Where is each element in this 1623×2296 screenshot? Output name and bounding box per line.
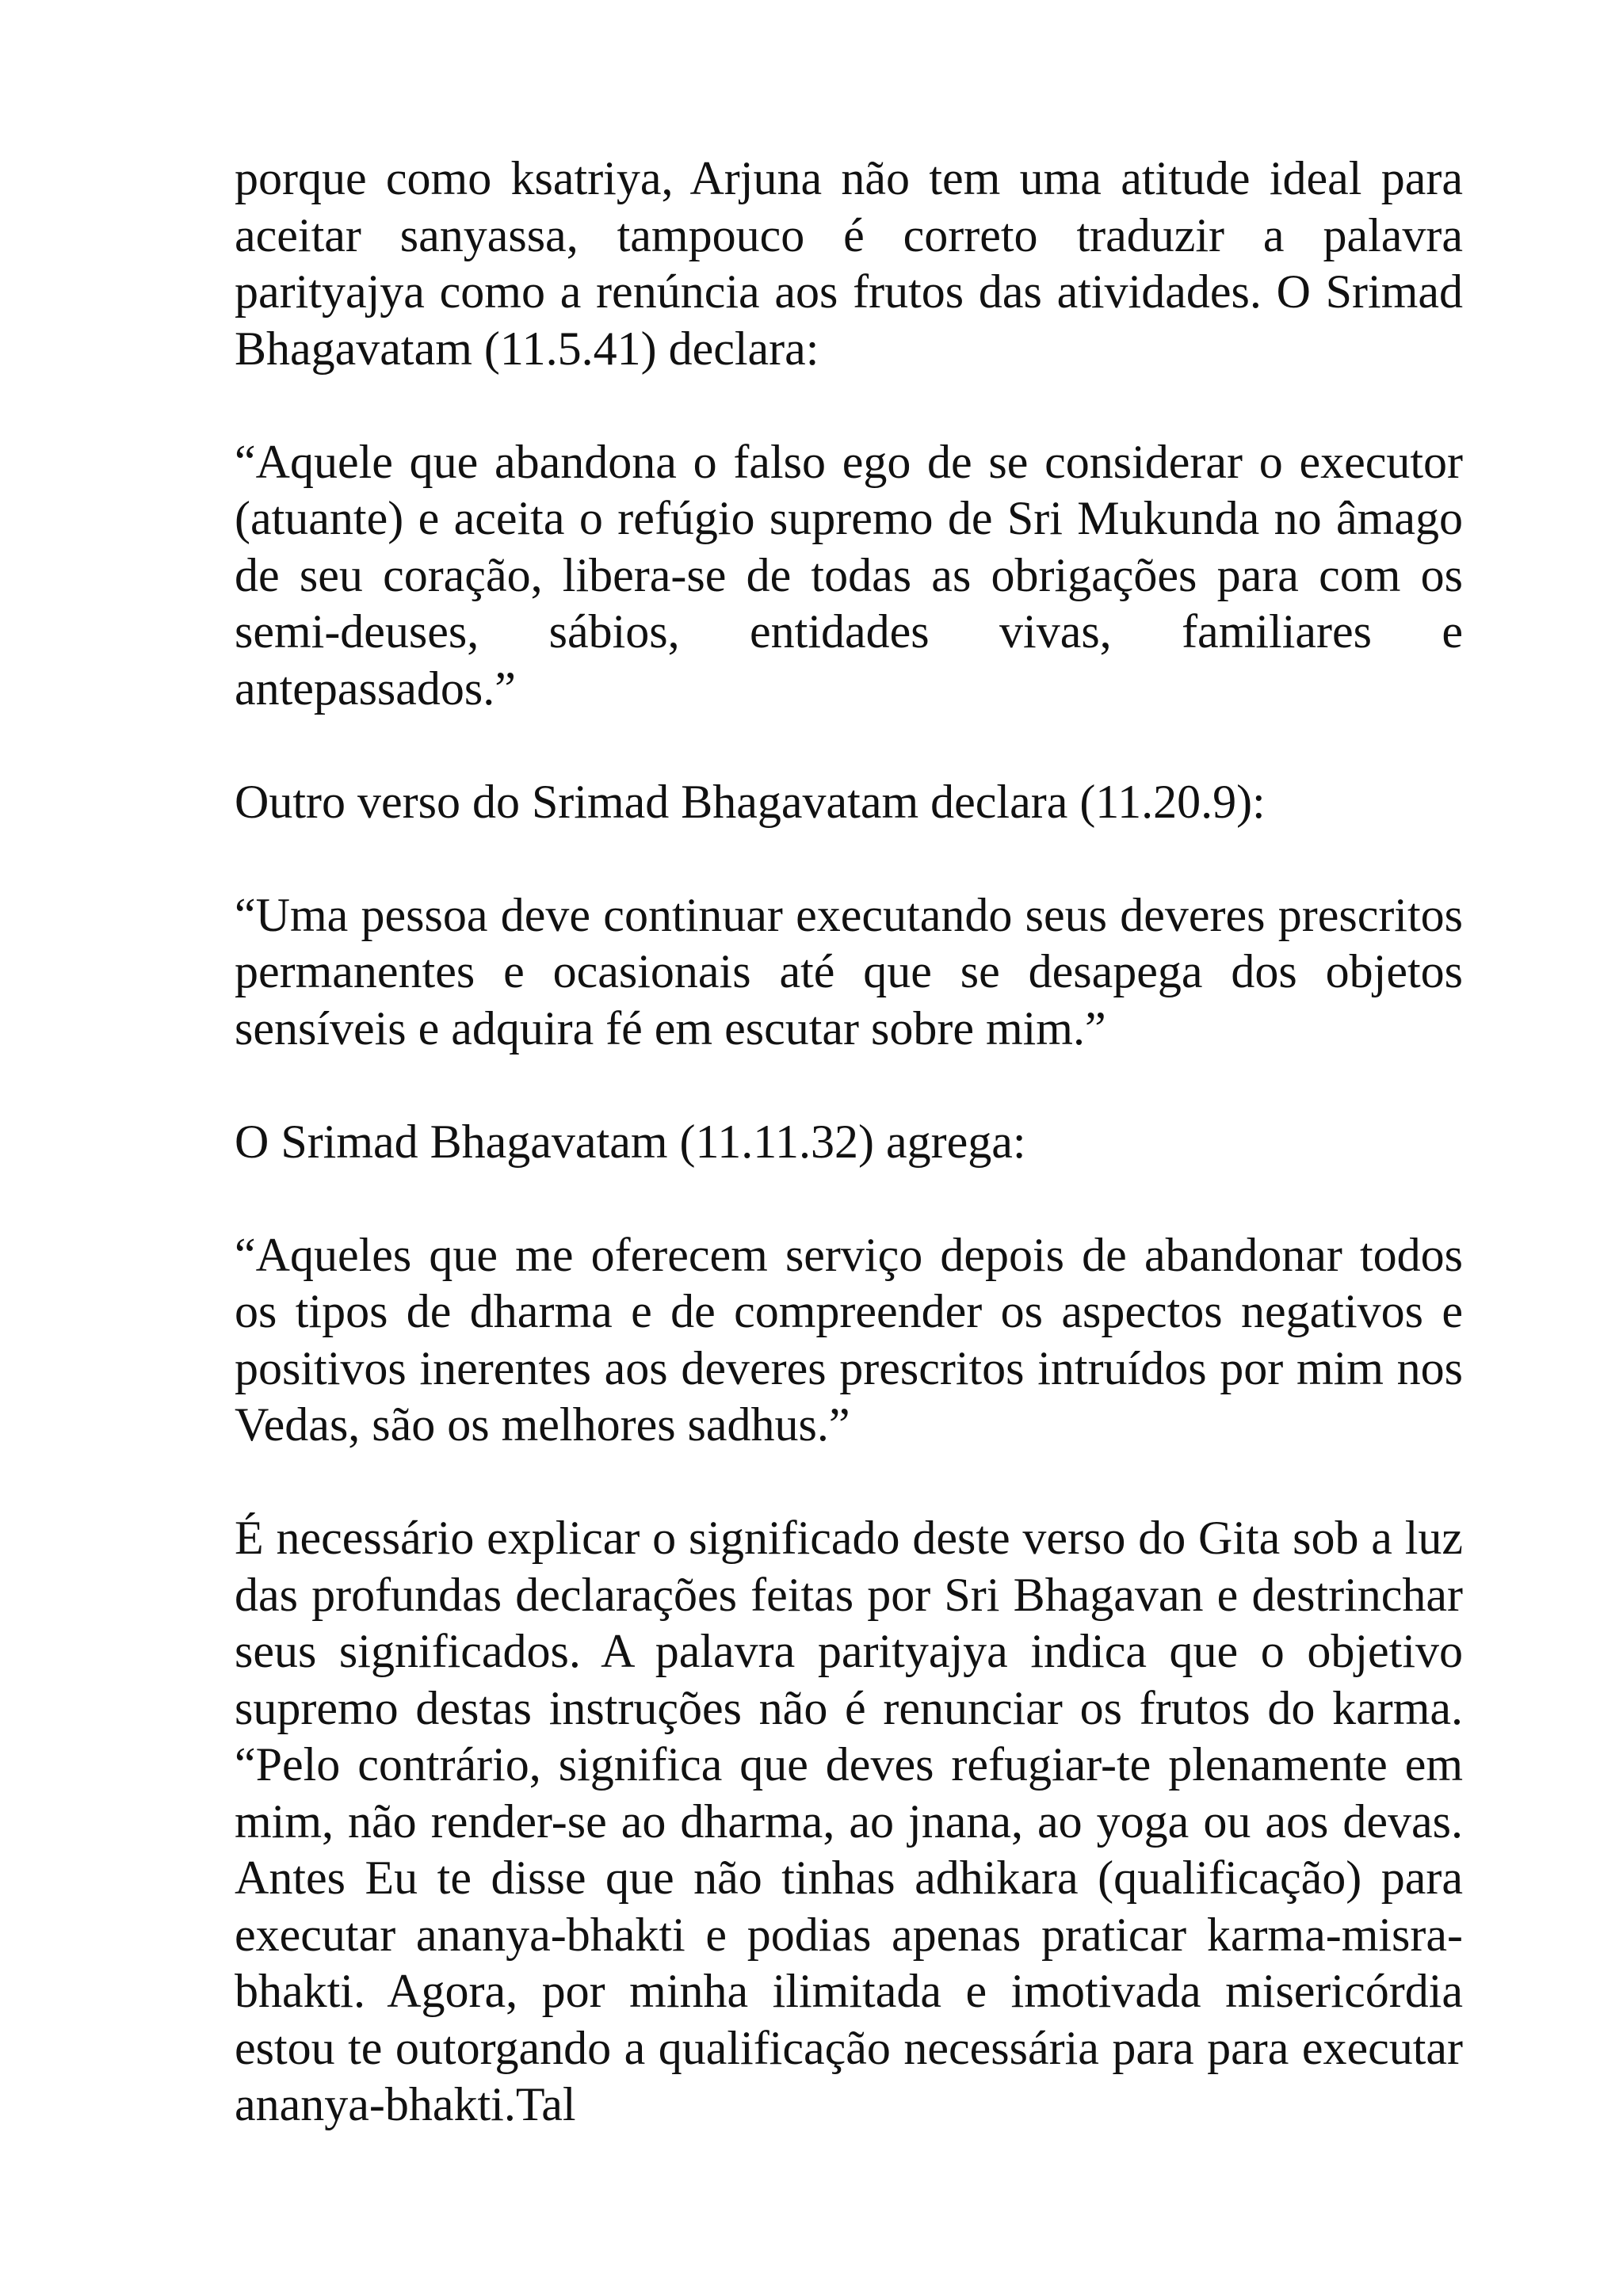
paragraph-5: O Srimad Bhagavatam (11.11.32) agrega: (235, 1115, 1026, 1168)
paragraph-1: porque como ksatriya, Arjuna não tem uma atitude ideal para aceitar sanyassa, tampouco é correto traduzir a palavra parityajya como a renúncia aos frutos das atividades. O Srimad Bhagavatam (11.5.41) declara: (235, 152, 1463, 375)
paragraph-7: É necessário explicar o significado deste verso do Gita sob a luz das profundas declarações feitas por Sri Bhagavan e destrinchar seus significados. A palavra parityajya indica que o objetivo supremo destas instruções não é renunciar os frutos do karma. “Pelo contrário, significa que deves refugiar-te plenamente em mim, não render-se ao dharma, ao jnana, ao yoga ou aos devas. Antes Eu te disse que não tinhas adhikara (qualificação) para executar ananya-bhakti e podias apenas praticar karma-misra-bhakti. Agora, por minha ilimitada e imotivada misericórdia estou te outorgando a qualificação necessária para para executar ananya-bhakti.Tal (235, 1512, 1463, 2130)
paragraph-4-quote: “Uma pessoa deve continuar executando seus deveres prescritos permanentes e ocasionais até que se desapega dos objetos sensíveis e adquira fé em escutar sobre mim.” (235, 888, 1463, 1055)
paragraph-6-quote: “Aqueles que me oferecem serviço depois de abandonar todos os tipos de dharma e de compreender os aspectos negativos e positivos inerentes aos deveres prescritos intruídos por mim nos Vedas, são os melhores sadhus.” (235, 1228, 1463, 1451)
paragraph-2-quote: “Aquele que abandona o falso ego de se considerar o executor (atuante) e aceita o refúgio supremo de Sri Mukunda no âmago de seu coração, libera-se de todas as obrigações para com os semi-deuses, sábios, entidades vivas, familiares e antepassados.” (235, 435, 1463, 715)
document-page (235, 151, 1463, 2134)
paragraph-3: Outro verso do Srimad Bhagavatam declara (11.20.9): (235, 775, 1266, 828)
